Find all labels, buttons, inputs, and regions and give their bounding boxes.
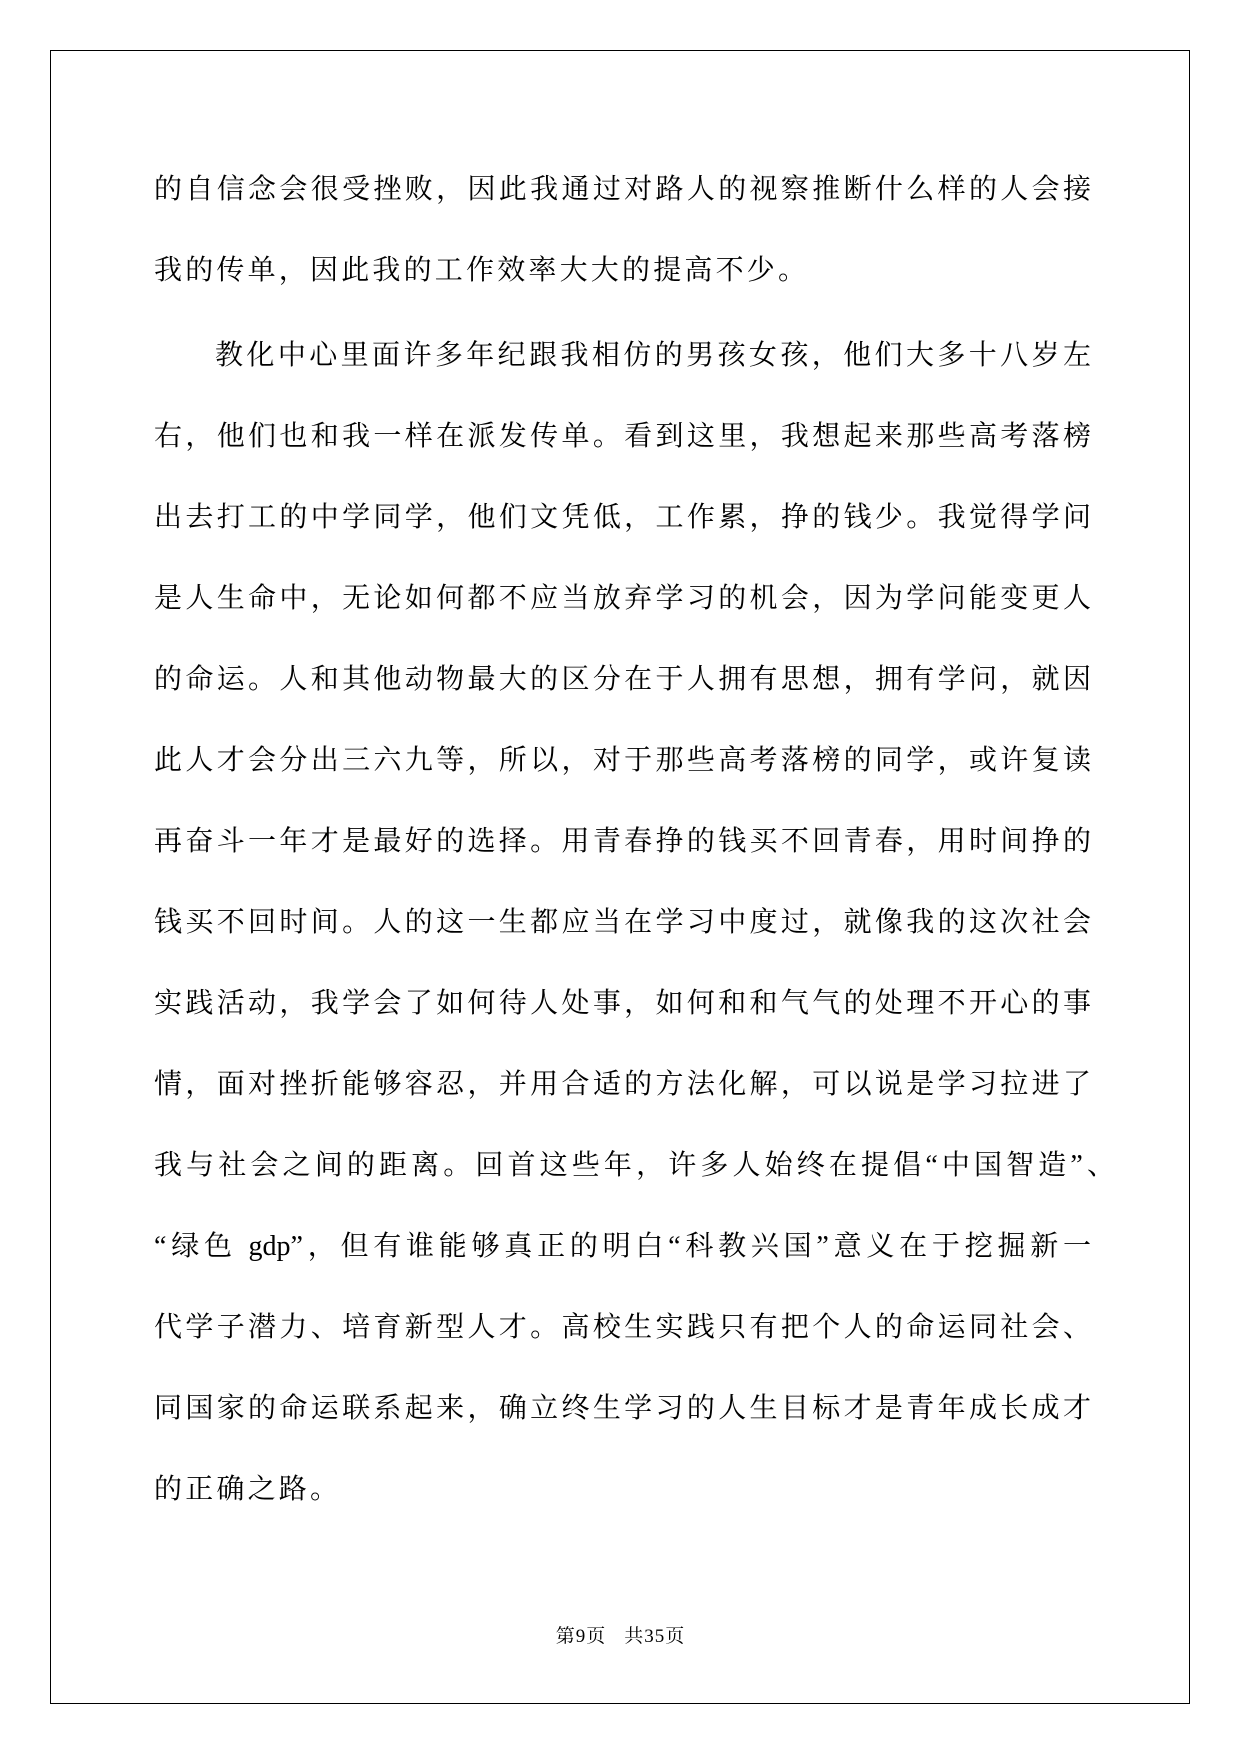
- text-line: 的命运。人和其他动物最大的区分在于人拥有思想，拥有学问，就因: [154, 664, 1091, 695]
- text-line: 出去打工的中学同学，他们文凭低，工作累，挣的钱少。我觉得学问: [154, 502, 1091, 533]
- text-line: 的自信念会很受挫败，因此我通过对路人的视察推断什么样的人会接: [154, 174, 1091, 205]
- page-total: 共35页: [624, 1626, 686, 1647]
- page-footer: [0, 1625, 1241, 1649]
- text-line: 的正确之路。: [154, 1474, 342, 1505]
- text-line: 右，他们也和我一样在派发传单。看到这里，我想起来那些高考落榜: [154, 421, 1091, 452]
- paragraph: [154, 149, 1091, 311]
- text-line: 我与社会之间的距离。回首这些年，许多人始终在提倡“中国智造”、: [154, 1150, 1115, 1181]
- text-line: 此人才会分出三六九等，所以，对于那些高考落榜的同学，或许复读: [154, 745, 1091, 776]
- text-line: 再奋斗一年才是最好的选择。用青春挣的钱买不回青春，用时间挣的: [154, 826, 1091, 857]
- text-line: 教化中心里面许多年纪跟我相仿的男孩女孩，他们大多十八岁左: [215, 340, 1091, 371]
- text-line: 我的传单，因此我的工作效率大大的提高不少。: [154, 255, 810, 286]
- text-line: “绿色 gdp”，但有谁能够真正的明白“科教兴国”意义在于挖掘新一: [154, 1231, 1091, 1262]
- text-line: 情，面对挫折能够容忍，并用合适的方法化解，可以说是学习拉进了: [154, 1069, 1091, 1100]
- text-line: 同国家的命运联系起来，确立终生学习的人生目标才是青年成长成才: [154, 1393, 1091, 1424]
- text-line: 钱买不回时间。人的这一生都应当在学习中度过，就像我的这次社会: [154, 907, 1091, 938]
- text-line: 是人生命中，无论如何都不应当放弃学习的机会，因为学问能变更人: [154, 583, 1091, 614]
- text-line: 实践活动，我学会了如何待人处事，如何和和气气的处理不开心的事: [154, 988, 1091, 1019]
- text-line: 代学子潜力、培育新型人才。高校生实践只有把个人的命运同社会、: [154, 1312, 1091, 1343]
- paragraph: [154, 315, 1115, 1530]
- page-number: 第9页: [555, 1626, 607, 1647]
